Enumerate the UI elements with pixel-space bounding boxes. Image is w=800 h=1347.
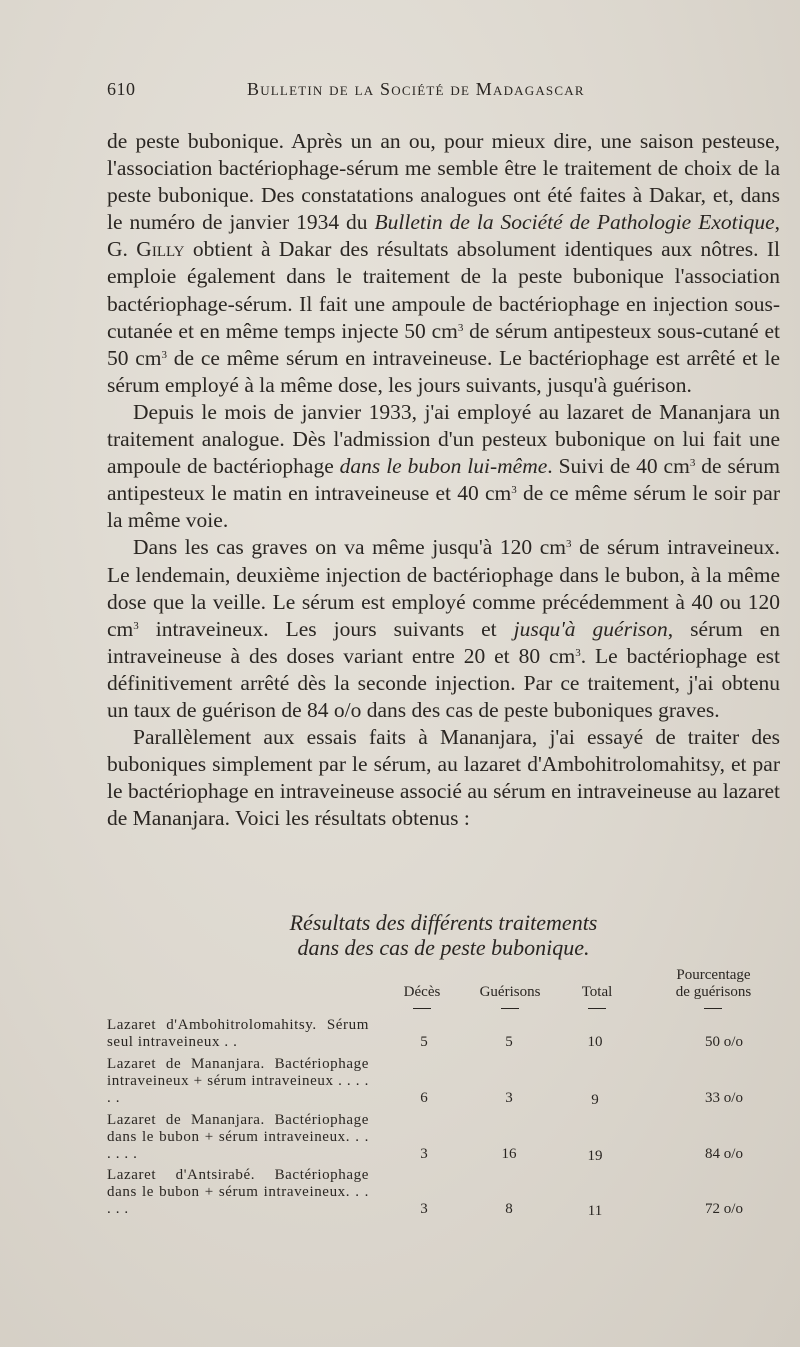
superscript: 3 — [511, 484, 517, 497]
column-header-total: Total — [581, 984, 613, 1000]
cell-guerisons: 8 — [505, 1201, 513, 1217]
journal-title: Bulletin de la Société de Pathologie Exotique — [374, 210, 775, 235]
cell-total: 10 — [587, 1034, 603, 1050]
page-number: 610 — [107, 79, 136, 99]
text-run: de ce même sérum en intraveineuse. Le bactériophage est arrêté et le sérum employé à la même dose, les jours suivants, jusqu'à guérison. — [107, 345, 780, 397]
paragraph-4: Parallèlement aux essais faits à Mananjara, j'ai essayé de traiter des buboniques simplement par le sérum, au lazaret d'Ambohitrolomahitsy, et par le bactériophage en intraveineuse associé au sérum en intraveineuse au lazaret de Mananjara. Voici les résultats obtenus : — [107, 725, 780, 831]
superscript: 3 — [575, 646, 581, 659]
cell-total: 9 — [591, 1092, 599, 1108]
running-title: Bulletin de la Société de Madagascar — [247, 79, 585, 99]
text-run: . Suivi de 40 cm — [547, 454, 690, 479]
table-title — [107, 910, 780, 960]
text-run: de peste bubonique. Après un an ou, pour mieux dire, une saison pesteuse, l'association bactériophage-sérum me semble être le traitement de choix de la peste bubonique. Des constatations analogues ont été faites à Dakar, et, dans le numéro de janvier 1934 du — [107, 129, 780, 235]
cell-percentage: 72 o/o — [705, 1201, 743, 1217]
text-run: obtient à Dakar des résultats absolument identiques aux nôtres. Il emploie également dans le traitement de la peste bubonique l'association bactériophage-sérum. Il fait une ampoule de bactériophage en injection sous-cutanée et en même temps injecte 50 cm — [107, 237, 780, 343]
text-run: de sérum antipesteux sous-cutané et 50 cm — [107, 318, 781, 370]
column-rule — [704, 1008, 722, 1009]
table-title-line-1: Résultats des différents traitements — [289, 910, 598, 935]
row-label: Lazaret de Mananjara. Bactériophage intraveineux + sérum intraveineux . . . . . . — [107, 1056, 369, 1107]
text-run: , sérum en intraveineuse à des doses variant entre 20 et 80 cm — [107, 616, 780, 668]
column-rule — [501, 1008, 519, 1009]
text-run: . Le bactériophage est définitivement arrêté dès la seconde injection. Par ce traitement, j'ai obtenu un taux de guérison de 84 o/o dans des cas de peste buboniques graves. — [107, 643, 780, 722]
column-rule — [413, 1008, 431, 1009]
column-header-deces: Décès — [403, 984, 441, 1000]
text-run: de sérum antipesteux le matin en intraveineuse et 40 cm — [107, 454, 780, 506]
row-label: Lazaret d'Antsirabé. Bactériophage dans le bubon + sérum intraveineux. . . . . . — [107, 1167, 369, 1218]
cell-deces: 6 — [420, 1090, 428, 1106]
column-rule — [588, 1008, 606, 1009]
paragraph-2 — [107, 399, 780, 534]
cell-deces: 3 — [420, 1201, 428, 1217]
cell-deces: 5 — [420, 1034, 428, 1050]
text-run: Depuis le mois de janvier 1933, j'ai employé au lazaret de Mananjara un traitement analogue. Dès l'admission d'un pesteux bubonique on lui fait une ampoule de bactériophage — [107, 399, 780, 479]
column-header-percentage-line-2: de guérisons — [675, 984, 752, 1000]
body-text — [107, 128, 780, 832]
emphasis: dans le bubon lui-même — [339, 454, 548, 479]
cell-percentage: 84 o/o — [705, 1146, 743, 1162]
text-run: intraveineux. Les jours suivants et — [138, 616, 514, 641]
cell-guerisons: 16 — [501, 1146, 517, 1162]
paragraph-1 — [107, 128, 780, 399]
cell-percentage: 50 o/o — [705, 1034, 743, 1050]
text-run: de ce même sérum le soir par la même voie. — [107, 481, 781, 533]
text-run: , G. — [107, 210, 780, 262]
row-label: Lazaret de Mananjara. Bactériophage dans le bubon + sérum intraveineux. . . . . . . — [107, 1112, 369, 1163]
column-header-percentage — [647, 967, 780, 1001]
superscript: 3 — [566, 538, 572, 551]
superscript: 3 — [689, 457, 696, 470]
page-header — [107, 79, 780, 109]
superscript: 3 — [457, 321, 464, 334]
cell-guerisons: 3 — [505, 1090, 513, 1106]
author-name: Gilly — [136, 237, 185, 262]
cell-total: 11 — [587, 1203, 603, 1219]
paragraph-3 — [107, 534, 780, 724]
superscript: 3 — [161, 348, 168, 361]
text-run: Dans les cas graves on va même jusqu'à 120 cm — [133, 535, 566, 560]
cell-total: 19 — [587, 1148, 603, 1164]
column-header-percentage-line-1: Pourcentage — [676, 967, 751, 983]
column-header-guerisons: Guérisons — [479, 984, 541, 1000]
emphasis: jusqu'à guérison — [513, 616, 668, 641]
text-run: de sérum intraveineux. Le lendemain, deuxième injection de bactériophage dans le bubon, à la même dose que la veille. Le sérum est employé comme précédemment à 40 ou 120 cm — [107, 535, 781, 641]
cell-deces: 3 — [420, 1146, 428, 1162]
cell-percentage: 33 o/o — [705, 1090, 743, 1106]
table-title-line-2: dans des cas de peste bubonique. — [297, 935, 590, 960]
row-label: Lazaret d'Ambohitrolomahitsy. Sérum seul intraveineux . . — [107, 1017, 369, 1051]
cell-guerisons: 5 — [505, 1034, 513, 1050]
superscript: 3 — [133, 619, 139, 632]
